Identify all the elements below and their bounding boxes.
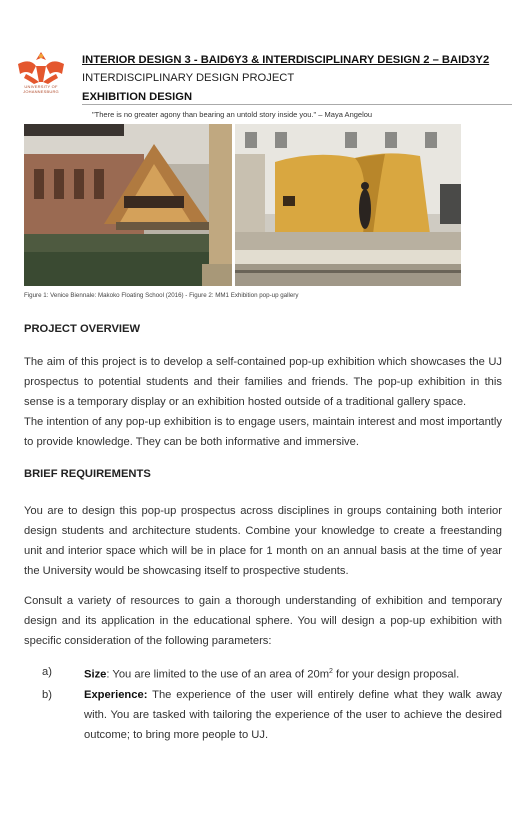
list-marker: a) [42, 666, 52, 678]
overview-paragraph-2: The intention of any pop-up exhibition is to engage users, maintain interest and most importantly to provide knowledge. They can be both informative and immersive. [24, 416, 502, 448]
brief-heading: BRIEF REQUIREMENTS [24, 468, 151, 480]
university-logo [12, 44, 70, 104]
figure-2-photo [235, 124, 461, 286]
list-item: b) Experience: The experience of the user will entirely define what they walk away with. You are tasked with tailoring the experience of the user to achieve the desired outcome; to bring more people to UJ. [24, 685, 502, 745]
overview-heading: PROJECT OVERVIEW [24, 323, 141, 335]
parameter-list [24, 662, 502, 745]
exhibition-heading: EXHIBITION DESIGN [82, 91, 193, 103]
project-title: INTERDISCIPLINARY DESIGN PROJECT [82, 72, 295, 84]
list-marker: b) [42, 688, 52, 701]
list-label: Size [84, 668, 107, 681]
list-item: a) Size: You are limited to the use of an area of $20m^2$ for your design proposal. [24, 662, 502, 685]
figure-caption: Figure 1: Venice Biennale: Makoko Floating School (2016) - Figure 2: MM1 Exhibition pop-up gallery [24, 292, 299, 299]
overview-paragraph-1: The aim of this project is to develop a self-contained pop-up exhibition which showcases the UJ prospectus to potential students and their families and friends. The pop-up exhibition in this sense is a temporary display or an exhibition hosted outside of a traditional gallery space. [24, 356, 502, 408]
brief-paragraph-1: You are to design this pop-up prospectus across disciplines in groups containing both interior design students and architecture students. Combine your knowledge to create a freestanding unit and interior space which will be in place for 1 month on an annual basis at the time of year the University would be showcasing itself to prospective students. [24, 505, 502, 577]
list-label: Experience: [84, 688, 148, 701]
course-title: INTERIOR DESIGN 3 - BAID6Y3 & INTERDISCIPLINARY DESIGN 2 – BAID3Y2 [82, 54, 490, 66]
quote: "There is no greater agony than bearing an untold story inside you." – Maya Angelou [92, 110, 373, 119]
logo-text: UNIVERSITY OF JOHANNESBURG [23, 84, 59, 94]
figure-1-photo [24, 124, 232, 286]
brief-paragraph-2: Consult a variety of resources to gain a thorough understanding of exhibition and temporary design and its application in the educational sphere. You will design a pop-up exhibition with specific consideration of the following parameters: [24, 595, 502, 647]
header-divider [82, 104, 512, 105]
